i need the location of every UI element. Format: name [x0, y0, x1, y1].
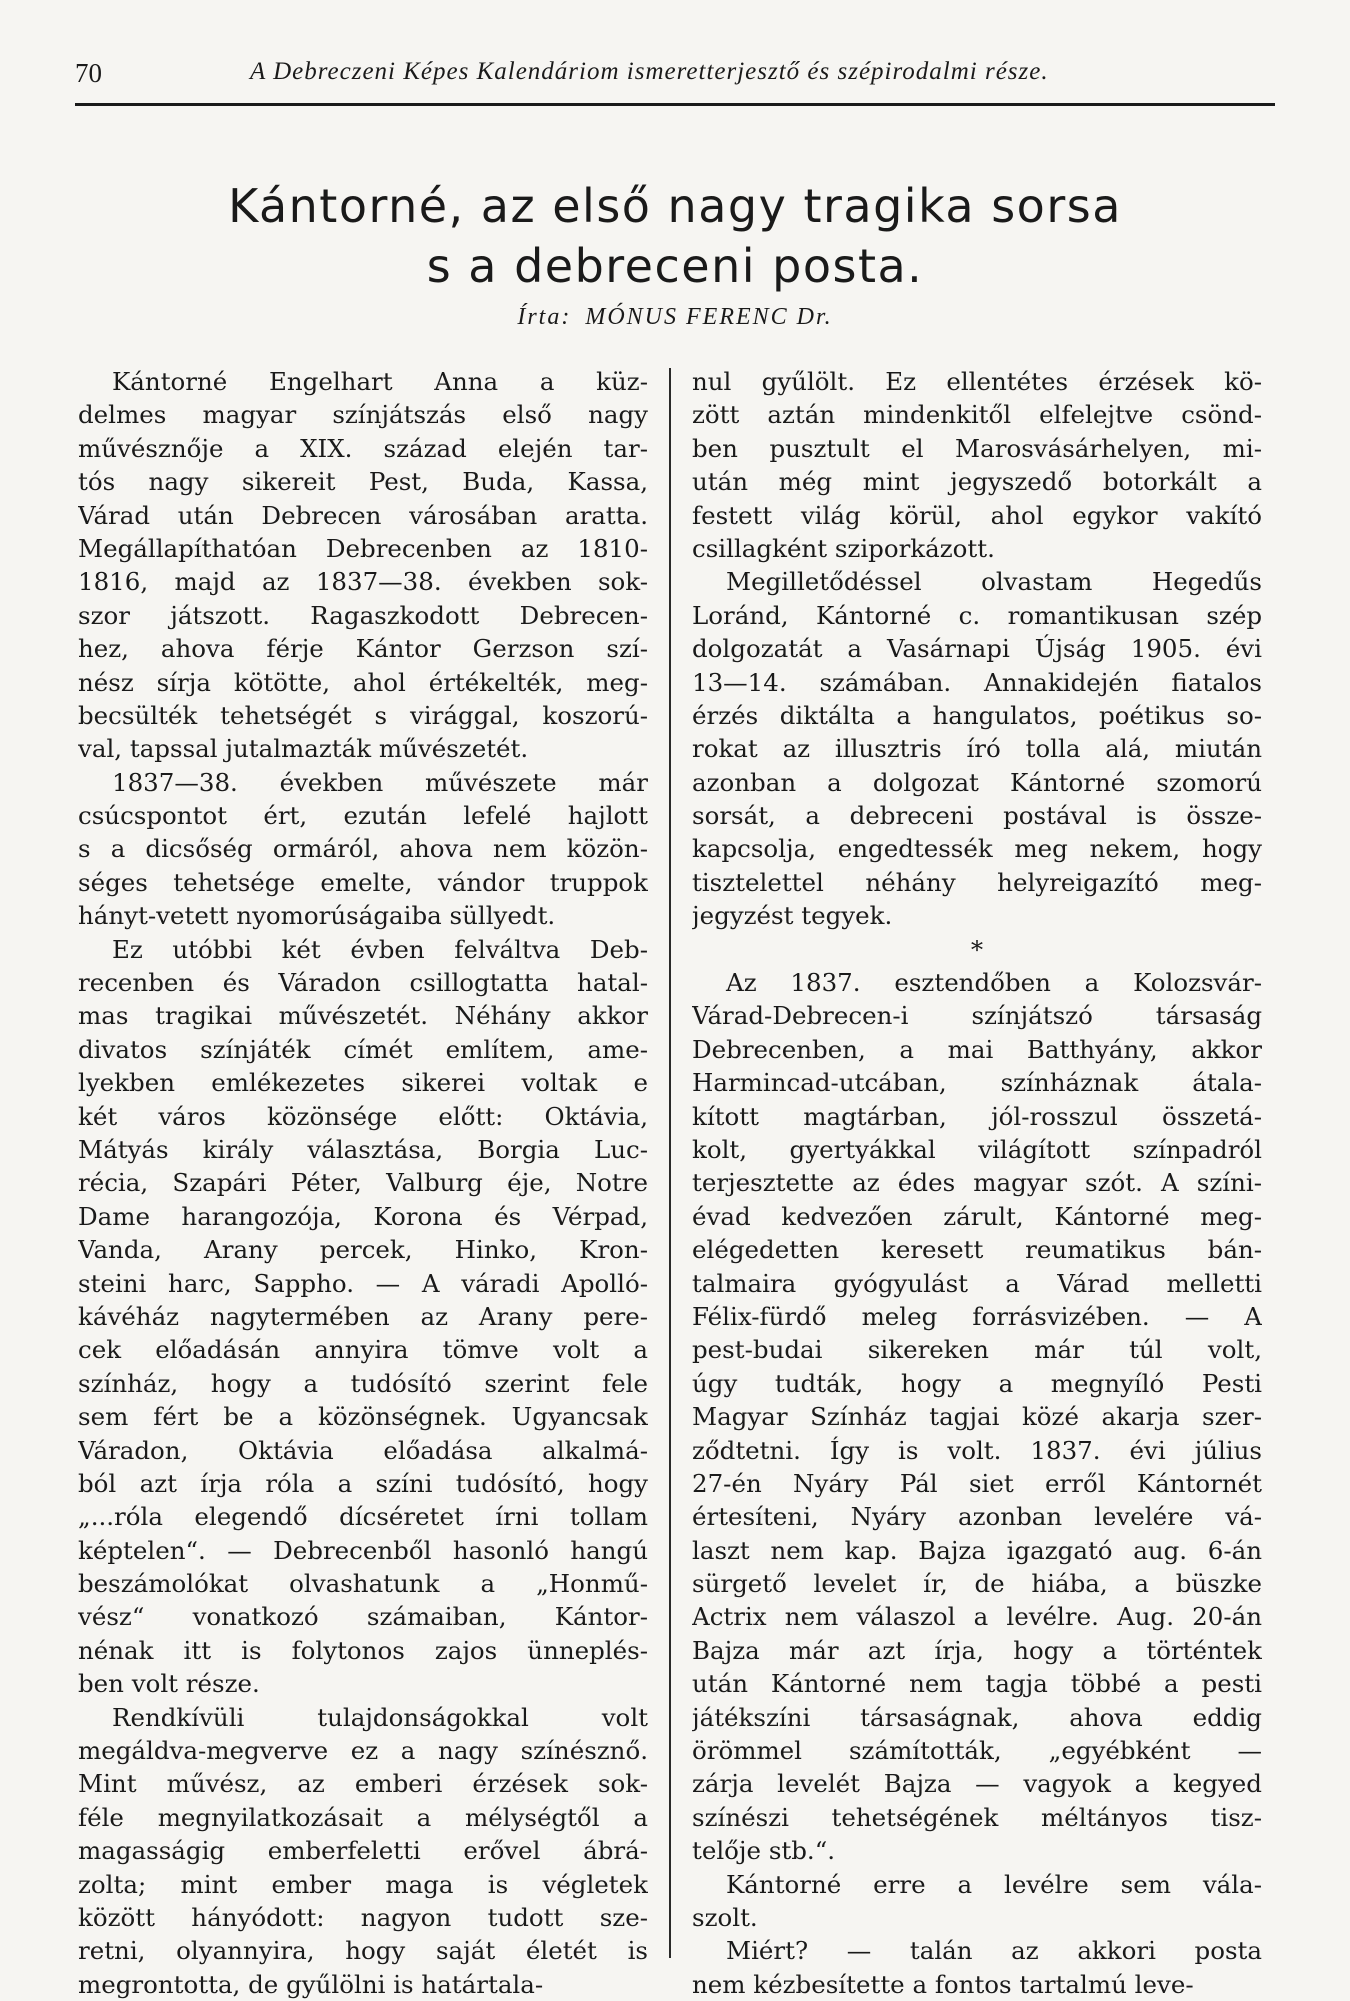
text-line: Vanda, Arany percek, Hinko, Kron- [78, 1235, 648, 1265]
text-line: 1816, majd az 1837—38. években sok- [78, 567, 648, 597]
text-line: kolt, gyertyákkal világított színpadról [692, 1134, 1262, 1164]
text-line: festett világ körül, ahol egykor vakító [692, 500, 1262, 530]
text-line: mas tragikai művészetét. Néhány akkor [78, 1001, 648, 1031]
text-line: Kántorné Engelhart Anna a küz- [112, 367, 648, 396]
text-line: sem fért be a közönségnek. Ugyancsak [78, 1402, 648, 1432]
text-line: úgy tudták, hogy a megnyíló Pesti [692, 1368, 1262, 1398]
text-line: dolgozatát a Vasárnapi Újság 1905. évi [692, 634, 1262, 664]
text-line: két város közönsége előtt: Oktávia, [78, 1101, 648, 1131]
text-line: megáldva-megverve ez a nagy színésznő. [78, 1736, 648, 1766]
text-line: terjesztette az édes magyar szót. A színi- [692, 1168, 1262, 1198]
text-line: 27-én Nyáry Pál siet erről Kántornét [692, 1468, 1262, 1498]
text-line: séges tehetsége emelte, vándor truppok [78, 867, 648, 897]
text-line: * [970, 934, 984, 964]
text-line: recenben és Váradon csillogtatta hatal- [78, 968, 648, 998]
text-line: 13—14. számában. Annakidején fiatalos [692, 667, 1262, 697]
text-line: 1837—38. években művészete már [112, 767, 648, 797]
text-line: nem kézbesítette a fontos tartalmú leve- [692, 1969, 1194, 1999]
text-line: Várad-Debrecen-i színjátszó társaság [692, 1001, 1262, 1031]
text-line: jegyzést tegyek. [692, 901, 893, 931]
text-line: érzés diktálta a hangulatos, poétikus so- [692, 700, 1262, 730]
page-number: 70 [75, 58, 102, 88]
text-line: kapcsolja, engedtessék meg nekem, hogy [692, 834, 1262, 864]
text-line: Magyar Színház tagjai közé akarja szer- [692, 1402, 1262, 1432]
text-line: örömmel számították, „egyébként — [692, 1736, 1262, 1766]
text-line: színészi tehetségének méltányos tisz- [692, 1802, 1262, 1832]
text-line: Actrix nem válaszol a levélre. Aug. 20-án [692, 1602, 1262, 1632]
left-column [78, 365, 648, 2001]
text-line: récia, Szapári Péter, Valburg éje, Notre [78, 1168, 648, 1198]
text-line: között hányódott: nagyon tudott sze- [78, 1902, 648, 1932]
right-column [692, 365, 1262, 2001]
column-divider [669, 368, 671, 1958]
text-line: Váradon, Oktávia előadása alkalmá- [78, 1435, 648, 1465]
text-line: színház, hogy a tudósító szerint fele [78, 1368, 648, 1398]
text-line: Mátyás király választása, Borgia Luc- [78, 1134, 648, 1164]
text-line: zárja levelét Bajza — vagyok a kegyed [692, 1769, 1262, 1799]
text-line: sürgető levelet ír, de hiába, a büszke [692, 1569, 1262, 1599]
text-line: Az 1837. esztendőben a Kolozsvár- [726, 968, 1262, 998]
text-line: Kántorné erre a levélre sem vála- [726, 1869, 1262, 1899]
text-line: zolta; mint ember maga is végletek [78, 1869, 648, 1899]
text-line: Mint művész, az emberi érzések sok- [78, 1769, 648, 1799]
text-line: játékszíni társaságnak, ahova eddig [692, 1702, 1262, 1732]
text-line: szor játszott. Ragaszkodott Debrecen- [78, 600, 648, 630]
text-line: tós nagy sikereit Pest, Buda, Kassa, [78, 467, 648, 497]
text-line: Rendkívüli tulajdonságokkal volt [112, 1702, 648, 1732]
text-line: Ez utóbbi két évben felváltva Deb- [112, 934, 648, 964]
text-line: cek előadásán annyira tömve volt a [78, 1335, 648, 1365]
running-title: A Debreczeni Képes Kalendáriom ismeretterjesztő és szépirodalmi része. [250, 58, 1049, 85]
text-line: féle megnyilatkozásait a mélységtől a [78, 1802, 648, 1832]
text-line: után Kántorné nem tagja többé a pesti [692, 1669, 1262, 1699]
text-line: művésznője a XIX. század elején tar- [78, 433, 648, 463]
text-line: szolt. [692, 1902, 758, 1932]
text-line: s a dicsőség ormáról, ahova nem közön- [78, 834, 648, 864]
text-line: zött aztán mindenkitől elfelejtve csönd- [692, 400, 1262, 430]
text-line: laszt nem kap. Bajza igazgató aug. 6-án [692, 1535, 1262, 1565]
text-line: képtelen“. — Debrecenből hasonló hangú [78, 1535, 648, 1565]
text-line: hez, ahova férje Kántor Gerzson szí- [78, 634, 648, 664]
text-line: talmaira gyógyulást a Várad melletti [692, 1268, 1262, 1298]
text-line: Miért? — talán az akkori posta [726, 1936, 1262, 1966]
byline-prefix: Írta: [517, 304, 572, 330]
text-line: Dame harangozója, Korona és Vérpad, [78, 1201, 648, 1231]
byline-author: MÓNUS FERENC Dr. [585, 304, 833, 330]
text-line: becsülték tehetségét s virággal, koszorú- [78, 700, 648, 730]
text-line: Debrecenben, a mai Batthyány, akkor [692, 1034, 1262, 1064]
text-line: pest-budai sikereken már túl volt, [692, 1335, 1262, 1365]
text-line: nul gyűlölt. Ez ellentétes érzések kö- [692, 367, 1262, 396]
text-line: Megállapíthatóan Debrecenben az 1810- [78, 533, 648, 563]
text-line: magasságig emberfeletti erővel ábrá- [78, 1836, 648, 1866]
text-line: nénak itt is folytonos zajos ünneplés- [78, 1635, 648, 1665]
text-line: rokat az illusztris író tolla alá, miután [692, 734, 1262, 764]
text-line: után még mint jegyszedő botorkált a [692, 467, 1262, 497]
text-line: ben pusztult el Marosvásárhelyen, mi- [692, 433, 1262, 463]
text-line: beszámolókat olvashatunk a „Honmű- [78, 1569, 648, 1599]
text-line: delmes magyar színjátszás első nagy [78, 400, 648, 430]
text-line: évad kedvezően zárult, Kántorné meg- [692, 1201, 1262, 1231]
text-line: sorsát, a debreceni postával is össze- [692, 801, 1262, 831]
text-line: elégedetten keresett reumatikus bán- [692, 1235, 1262, 1265]
text-line: Félix-fürdő meleg forrásvizében. — A [692, 1301, 1262, 1331]
text-line: divatos színjáték címét említem, ame- [78, 1034, 648, 1064]
text-line: steini harc, Sappho. — A váradi Apolló- [78, 1268, 648, 1298]
text-line: Megilletődéssel olvastam Hegedűs [726, 567, 1262, 597]
text-line: megrontotta, de gyűlölni is határtala- [78, 1969, 544, 1999]
text-line: kávéház nagytermében az Arany pere- [78, 1301, 648, 1331]
text-line: Loránd, Kántorné c. romantikusan szép [692, 600, 1262, 630]
text-line: lyekben emlékezetes sikerei voltak e [78, 1068, 648, 1098]
header-rule [75, 103, 1275, 106]
text-line: értesíteni, Nyáry azonban levelére vá- [692, 1502, 1262, 1532]
text-line: ból azt írja róla a színi tudósító, hogy [78, 1468, 648, 1498]
text-line: Harmincad-utcában, színháznak átala- [692, 1068, 1262, 1098]
text-line: kított magtárban, jól-rosszul összetá- [692, 1101, 1262, 1131]
text-line: csúcspontot ért, ezután lefelé hajlott [78, 801, 648, 831]
text-line: hányt-vetett nyomorúságaiba süllyedt. [78, 901, 556, 931]
text-line: val, tapssal jutalmazták művészetét. [78, 734, 529, 764]
text-line: vész“ vonatkozó számaiban, Kántor- [78, 1602, 648, 1632]
text-line: nész sírja kötötte, ahol értékelték, meg- [78, 667, 648, 697]
running-head [75, 58, 1275, 98]
title-line-1: Kántorné, az első nagy tragika sorsa [228, 179, 1122, 233]
text-line: Várad után Debrecen városában aratta. [78, 500, 648, 530]
text-line: csillagként sziporkázott. [692, 533, 995, 563]
byline [0, 304, 1350, 331]
text-line: azonban a dolgozat Kántorné szomorú [692, 767, 1262, 797]
article-title [0, 176, 1350, 296]
text-line: „...róla elegendő dícséretet írni tollam [78, 1502, 648, 1532]
text-line: ben volt része. [78, 1669, 260, 1699]
title-line-2: s a debreceni posta. [426, 239, 924, 293]
text-line: tisztelettel néhány helyreigazító meg- [692, 867, 1262, 897]
text-line: retni, olyannyira, hogy saját életét is [78, 1936, 648, 1966]
text-line: telője stb.“. [692, 1836, 836, 1866]
text-line: Bajza már azt írja, hogy a történtek [692, 1635, 1262, 1665]
text-line: ződtetni. Így is volt. 1837. évi július [692, 1435, 1262, 1465]
